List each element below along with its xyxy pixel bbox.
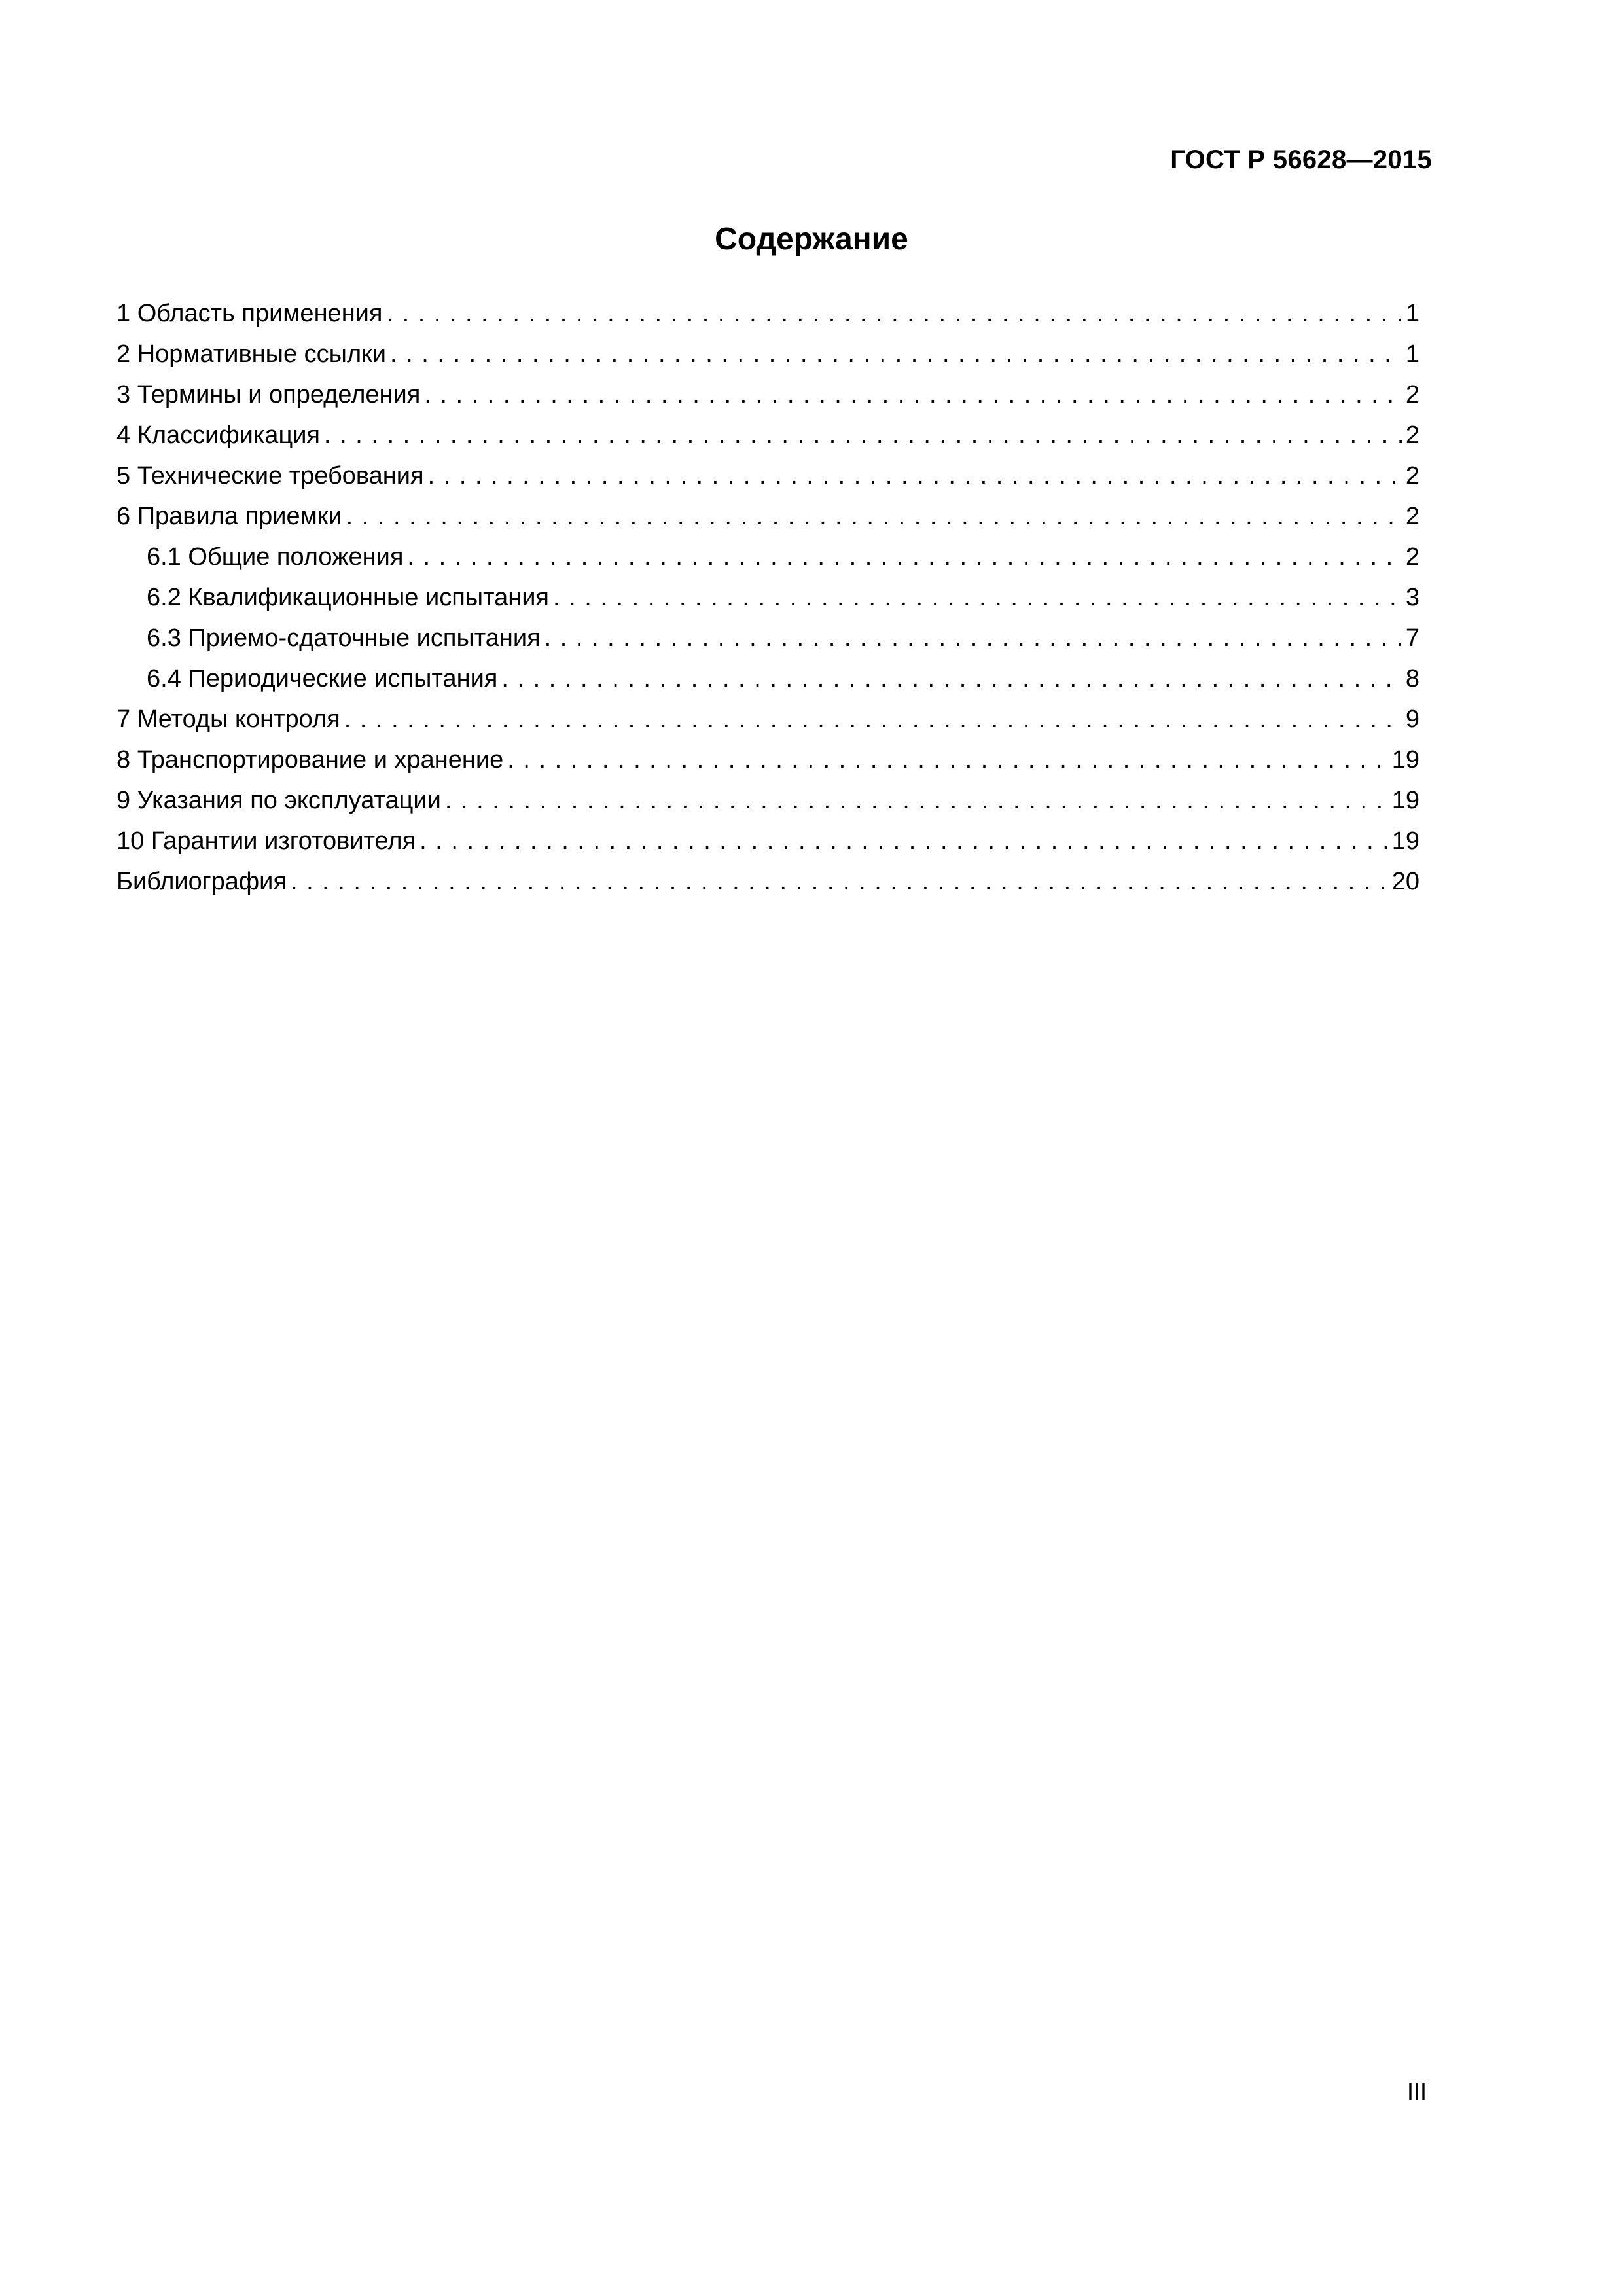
toc-dot-leader bbox=[424, 374, 1402, 415]
toc-entry-label: 8 Транспортирование и хранение bbox=[116, 746, 504, 774]
toc-entry[interactable] bbox=[116, 658, 1419, 699]
toc-entry-page: 9 bbox=[1405, 706, 1419, 733]
toc-dot-leader bbox=[386, 293, 1401, 334]
toc-dot-leader bbox=[346, 496, 1402, 537]
toc-entry-label: 5 Технические требования bbox=[116, 462, 424, 490]
toc-entry-label: 9 Указания по эксплуатации bbox=[116, 787, 441, 814]
toc-dot-leader bbox=[544, 618, 1402, 658]
toc-entry[interactable] bbox=[116, 456, 1419, 496]
toc-dot-leader bbox=[291, 861, 1388, 902]
page-number: III bbox=[1406, 2078, 1427, 2105]
toc-entry[interactable] bbox=[116, 821, 1419, 861]
toc-entry-label: 2 Нормативные ссылки bbox=[116, 340, 386, 368]
toc-entry-page: 19 bbox=[1391, 746, 1419, 774]
toc-dot-leader bbox=[501, 658, 1401, 699]
toc-entry[interactable] bbox=[116, 334, 1419, 374]
toc-entry[interactable] bbox=[116, 415, 1419, 456]
toc-dot-leader bbox=[419, 821, 1388, 861]
toc-entry-label: 6.3 Приемо-сдаточные испытания bbox=[147, 624, 541, 652]
toc-entry-page: 2 bbox=[1405, 381, 1419, 408]
toc-dot-leader bbox=[445, 780, 1388, 821]
toc-dot-leader bbox=[553, 577, 1402, 618]
toc-entry-label: 6.4 Периодические испытания bbox=[147, 665, 498, 692]
toc-dot-leader bbox=[428, 456, 1402, 496]
toc-entry[interactable] bbox=[116, 861, 1419, 902]
toc-dot-leader bbox=[324, 415, 1402, 456]
toc-entry-page: 2 bbox=[1405, 462, 1419, 490]
toc-entry[interactable] bbox=[116, 618, 1419, 658]
toc-entry-label: 10 Гарантии изготовителя bbox=[116, 827, 416, 855]
toc-entry[interactable] bbox=[116, 496, 1419, 537]
toc-entry-page: 20 bbox=[1391, 868, 1419, 895]
toc-entry-label: 6.1 Общие положения bbox=[147, 543, 404, 571]
toc-entry-label: 1 Область применения bbox=[116, 300, 383, 327]
toc-entry-label: Библиография bbox=[116, 868, 287, 895]
table-of-contents bbox=[116, 293, 1419, 902]
standard-id-header: ГОСТ Р 56628—2015 bbox=[1170, 145, 1432, 174]
toc-entry-label: 6 Правила приемки bbox=[116, 503, 342, 530]
toc-dot-leader bbox=[344, 699, 1402, 740]
toc-title: Содержание bbox=[715, 222, 908, 257]
toc-entry[interactable] bbox=[116, 577, 1419, 618]
toc-entry[interactable] bbox=[116, 780, 1419, 821]
toc-entry-page: 2 bbox=[1405, 422, 1419, 449]
toc-entry-label: 3 Термины и определения bbox=[116, 381, 421, 408]
toc-entry-page: 3 bbox=[1405, 584, 1419, 611]
toc-entry[interactable] bbox=[116, 699, 1419, 740]
toc-entry-label: 4 Классификация bbox=[116, 422, 321, 449]
toc-entry-page: 19 bbox=[1391, 787, 1419, 814]
toc-entry[interactable] bbox=[116, 374, 1419, 415]
toc-entry-page: 2 bbox=[1405, 503, 1419, 530]
toc-dot-leader bbox=[407, 537, 1401, 577]
toc-entry[interactable] bbox=[116, 537, 1419, 577]
toc-entry-page: 1 bbox=[1405, 340, 1419, 368]
toc-entry[interactable] bbox=[116, 293, 1419, 334]
toc-dot-leader bbox=[390, 334, 1402, 374]
toc-entry-label: 7 Методы контроля bbox=[116, 706, 340, 733]
toc-entry-page: 19 bbox=[1391, 827, 1419, 855]
toc-entry-page: 7 bbox=[1405, 624, 1419, 652]
toc-entry[interactable] bbox=[116, 740, 1419, 780]
toc-entry-page: 2 bbox=[1405, 543, 1419, 571]
toc-dot-leader bbox=[507, 740, 1387, 780]
toc-entry-label: 6.2 Квалификационные испытания bbox=[147, 584, 550, 611]
toc-entry-page: 1 bbox=[1405, 300, 1419, 327]
toc-entry-page: 8 bbox=[1405, 665, 1419, 692]
